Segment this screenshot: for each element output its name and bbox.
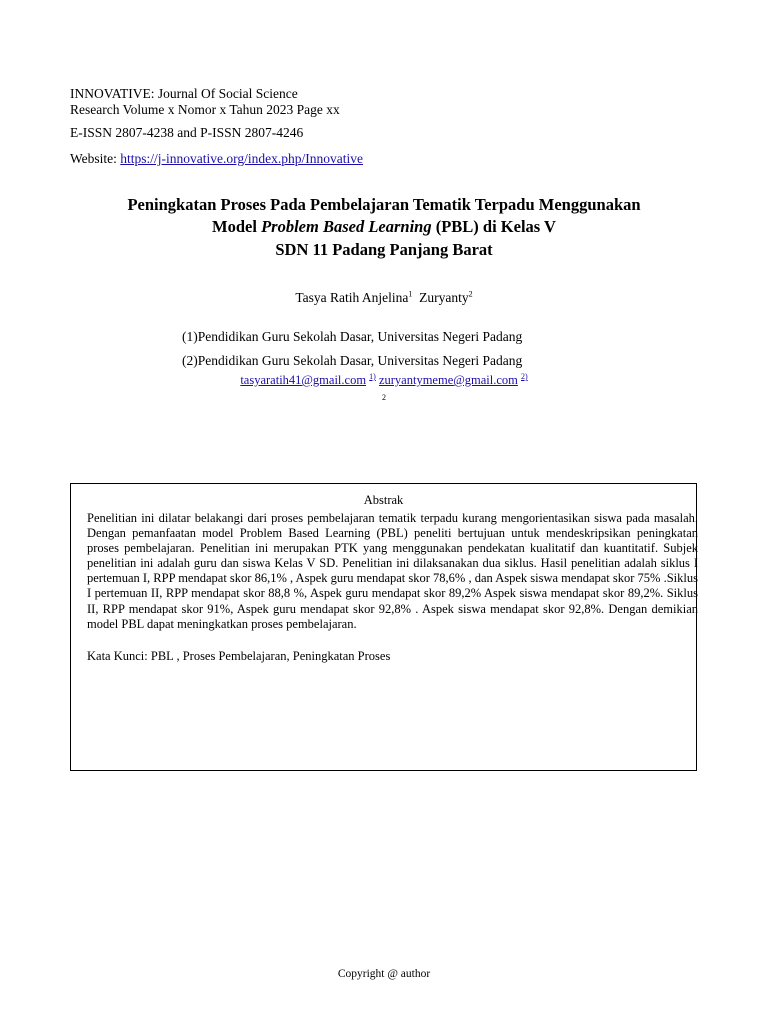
author-2: Zuryanty [419,290,469,305]
email-2-marker: 2) [521,371,528,381]
abstract-heading: Abstrak [363,493,404,507]
abstract-body: Penelitian ini dilatar belakangi dari proses pembelajaran tematik terpadu kurang mengorientasikan siswa pada masalah. Dengan pemanfaatan model Problem Based Learning (PBL) peneliti bertujuan untuk mendeskripsikan peningkatan proses pembelajaran. Penelitian ini merupakan PTK yang menggunakan pendekatan kualitatif dan kuantitatif. Subjek penelitian ini adalah guru dan siswa Kelas V SD. Penelitian ini dilaksanakan dua siklus. Hasil penelitian adalah siklus I pertemuan I, RPP mendapat skor 86,1% , Aspek guru mendapat skor 78,6% , dan Aspek siswa mendapat skor 75% .Siklus I pertemuan II, RPP mendapat skor 88,8 %, Aspek guru mendapat skor 89,2% Aspek siswa mendapat skor 89,2%. Siklus II, RPP mendapat skor 91%, Aspek guru mendapat skor 92,8% . Aspek siswa mendapat skor 92,8%. Dengan demikian model PBL dapat meningkatkan proses pembelajaran. [87,511,698,631]
author-1: Tasya Ratih Anjelina [295,290,409,305]
title-suffix: (PBL) di Kelas V [431,217,556,236]
email-link-1[interactable]: tasyaratih41@gmail.com [240,373,367,387]
journal-website [70,151,363,167]
journal-issn: E-ISSN 2807-4238 and P-ISSN 2807-4246 [70,125,304,140]
email-1-marker: 1) [369,371,376,381]
affiliation-2: (2)Pendidikan Guru Sekolah Dasar, Universitas Negeri Padang [182,353,523,368]
website-label: Website: [70,151,121,166]
journal-name: INNOVATIVE: Journal Of Social Science [70,86,298,101]
paper-title-line-2 [0,217,768,237]
author-2-marker: 2 [468,289,473,299]
email-link-2[interactable]: zuryantymeme@gmail.com [378,373,518,387]
title-italic: Problem Based Learning [261,217,432,236]
affiliation-1: (1)Pendidikan Guru Sekolah Dasar, Universitas Negeri Padang [182,329,523,344]
author-emails [0,373,768,387]
title-prefix: Model [212,217,262,236]
author-1-marker: 1 [408,289,413,299]
copyright-footer: Copyright @ author [337,968,431,980]
paper-title-line-3: SDN 11 Padang Panjang Barat [275,240,493,259]
website-link[interactable]: https://j-innovative.org/index.php/Innovative [120,151,363,166]
journal-volume: Research Volume x Nomor x Tahun 2023 Page xx [70,102,340,117]
paper-title-line-1: Peningkatan Proses Pada Pembelajaran Tematik Terpadu Menggunakan [127,195,641,214]
abstract-box [70,483,697,771]
author-list [0,290,768,306]
email-trailing-mark: 2 [382,393,386,402]
abstract-keywords: Kata Kunci: PBL , Proses Pembelajaran, Peningkatan Proses [87,649,391,663]
